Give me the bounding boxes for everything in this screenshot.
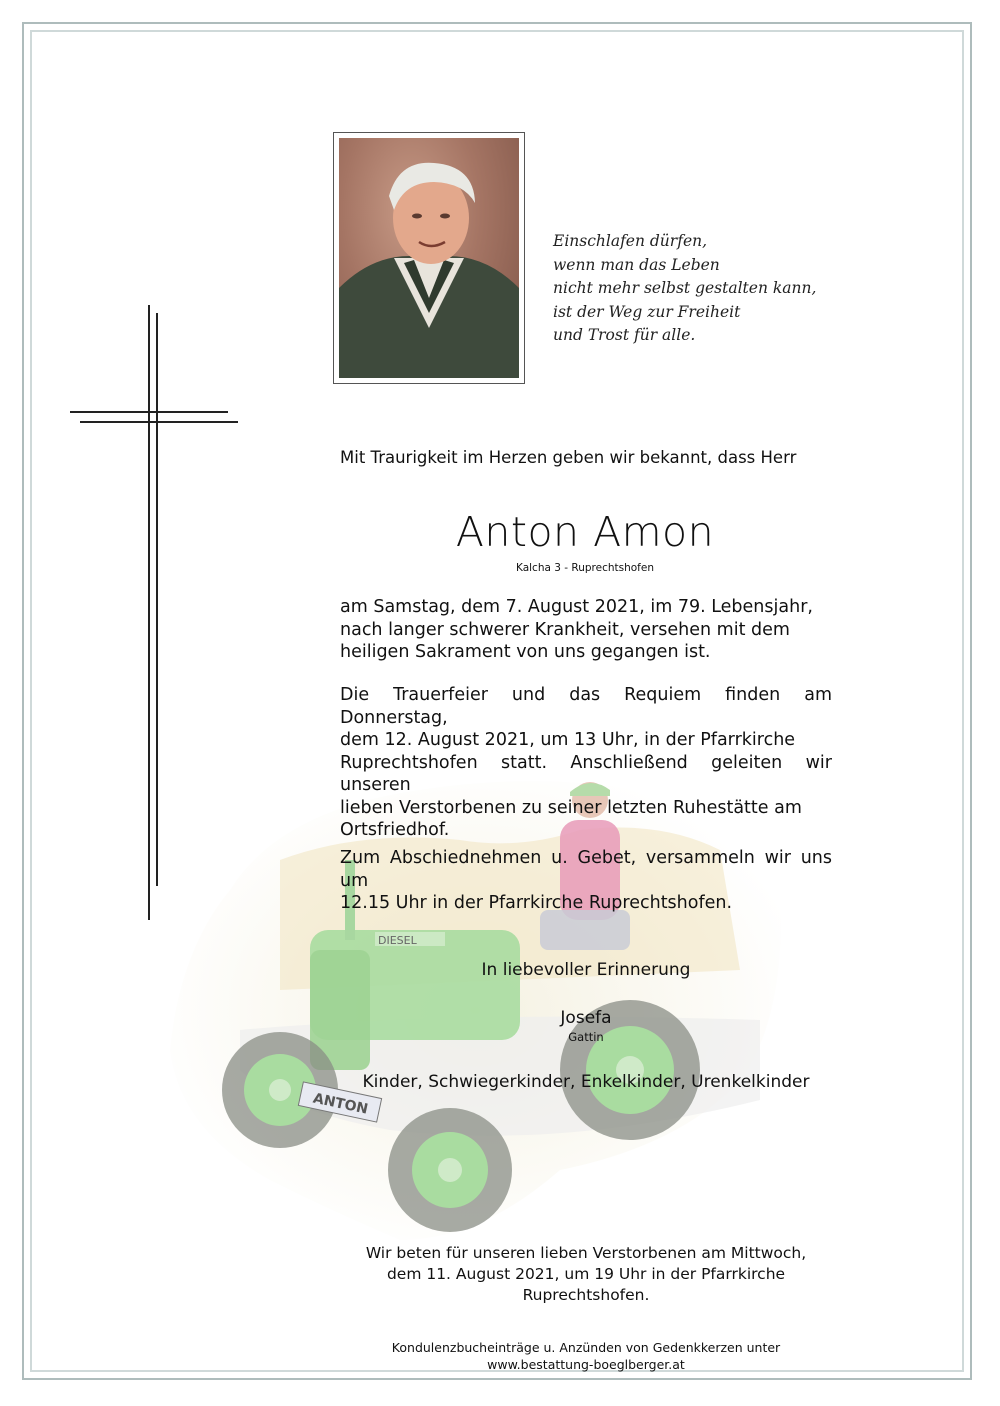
text-line: Wir beten für unseren lieben Verstorbenen am Mittwoch, (365, 1244, 807, 1262)
text-line: Kondulenzbucheinträge u. Anzünden von Gedenkkerzen unter (391, 1340, 781, 1355)
text-line: Die Trauerfeier und das Requiem finden am Donnerstag, (340, 685, 832, 728)
announcement: Mit Traurigkeit im Herzen geben wir bekannt, dass Herr (340, 448, 797, 467)
spouse-name: Josefa (560, 1008, 612, 1028)
website-link[interactable]: www.bestattung-boeglberger.at (487, 1356, 685, 1372)
tractor-plate: ANTON (311, 1090, 370, 1118)
text-line: dem 11. August 2021, um 19 Uhr in der Pfarrkirche (386, 1265, 786, 1283)
condolence-notice (340, 1340, 832, 1373)
farewell-paragraph (340, 847, 832, 915)
tractor-brand-label: DIESEL (378, 934, 417, 947)
poem-line: wenn man das Leben (553, 255, 720, 274)
text-line: lieben Verstorbenen zu seiner letzten Ruhestätte am (340, 797, 802, 818)
poem-line: und Trost für alle. (553, 326, 696, 344)
text-line: Ortsfriedhof. (340, 820, 450, 840)
deceased-address: Kalcha 3 - Ruprechtshofen (516, 562, 654, 574)
text-line: Ruprechtshofen. (522, 1286, 650, 1304)
text-line: heiligen Sakrament von uns gegangen ist. (340, 642, 711, 662)
portrait-frame (333, 132, 525, 384)
funeral-paragraph (340, 684, 832, 842)
death-paragraph (340, 596, 832, 664)
poem-line: nicht mehr selbst gestalten kann, (553, 279, 817, 297)
prayer-notice (340, 1243, 832, 1306)
text-line: Ruprechtshofen statt. Anschließend geleiten wir unseren (340, 752, 832, 795)
text-line: dem 12. August 2021, um 13 Uhr, in der Pfarrkirche (340, 730, 796, 750)
text-line: am Samstag, dem 7. August 2021, im 79. Lebensjahr, (340, 597, 813, 617)
text-line: nach langer schwerer Krankheit, versehen mit dem (340, 619, 790, 640)
text-line: 12.15 Uhr in der Pfarrkirche Ruprechtshofen. (340, 893, 733, 913)
poem-line: ist der Weg zur Freiheit (553, 302, 741, 321)
poem (553, 230, 853, 348)
text-line: Zum Abschiednehmen u. Gebet, versammeln wir uns um (340, 848, 832, 891)
portrait-photo (339, 138, 519, 378)
family-list: Kinder, Schwiegerkinder, Enkelkinder, Urenkelkinder (362, 1072, 810, 1092)
spouse-role: Gattin (568, 1030, 604, 1044)
poem-line: Einschlafen dürfen, (553, 232, 708, 250)
memory-intro: In liebevoller Erinnerung (481, 960, 691, 980)
deceased-name: Anton Amon (455, 508, 715, 556)
